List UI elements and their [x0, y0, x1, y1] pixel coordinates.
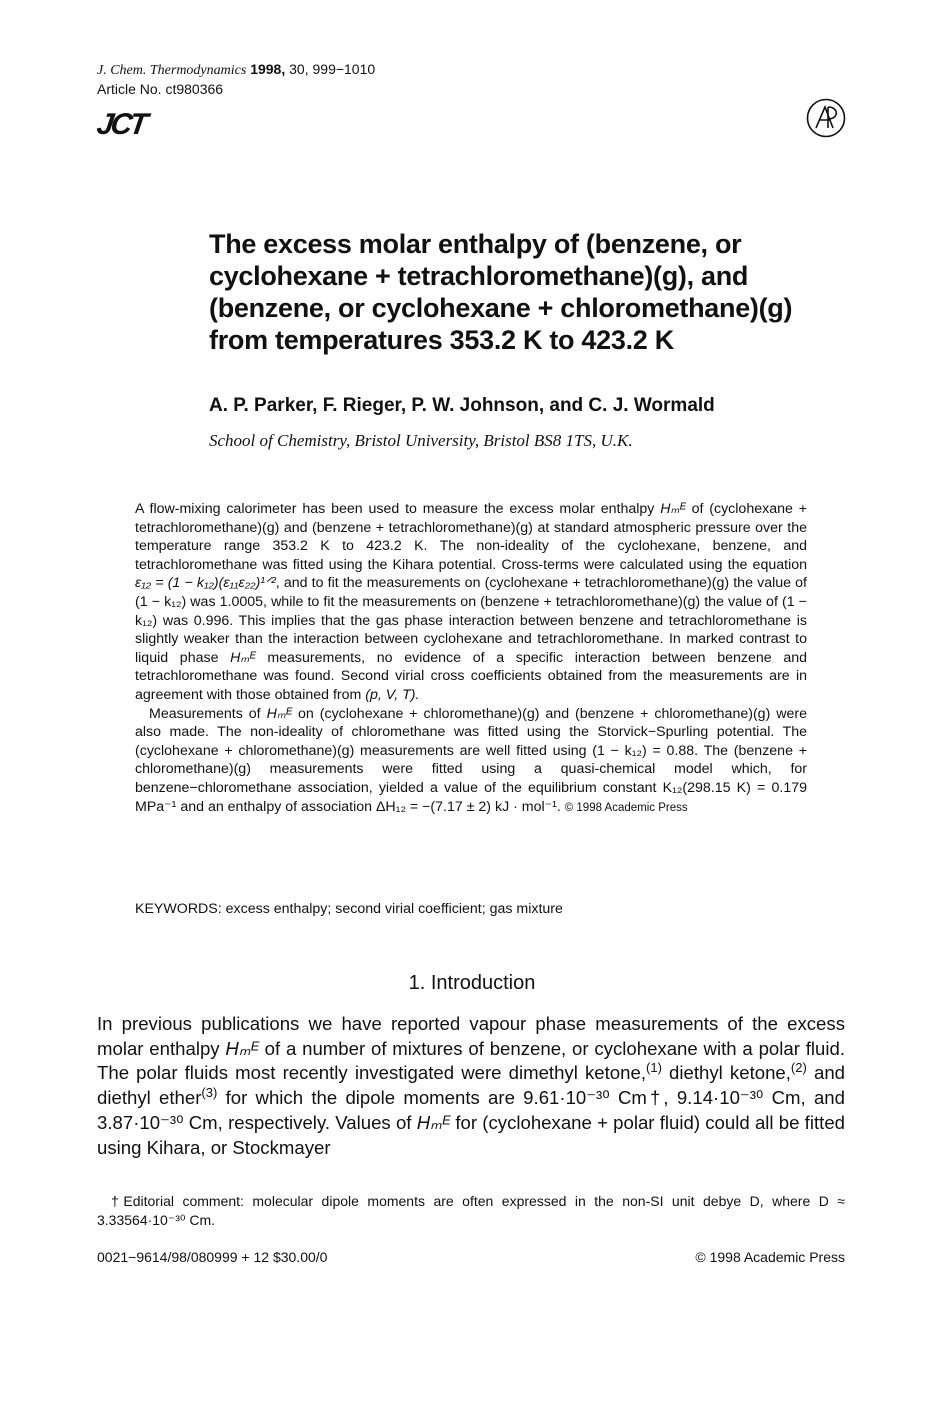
journal-pages: 30, 999−1010	[285, 61, 376, 77]
symbol-hme: Hₘᴱ	[230, 649, 256, 666]
reference-3[interactable]: (3)	[201, 1084, 218, 1100]
symbol-hme: Hₘᴱ	[225, 1037, 259, 1059]
abstract-paragraph-2	[135, 705, 807, 818]
jct-logo: JCT	[94, 108, 148, 141]
article-title: The excess molar enthalpy of (benzene, or cyclohexane + tetrachloromethane)(g), and (benzene, or cyclohexane + chloromethane)(g) from temperatures 353.2 K to 423.2 K	[209, 229, 793, 355]
intro-text: of a number of mixtures of benzene, or cyclohexane with a polar fluid. The polar fluids most recently investigated were dimethyl ketone,	[97, 1037, 846, 1084]
author-list: A. P. Parker, F. Rieger, P. W. Johnson, and C. J. Wormald	[209, 395, 715, 416]
intro-text: diethyl ketone,	[661, 1062, 791, 1084]
abstract-copyright: © 1998 Academic Press	[564, 801, 688, 814]
abstract-text: measurements, no evidence of a specific interaction between benzene and tetrachloromethane was found. Second virial cross coefficients obtained from the measurements are in agreement with those obtained from	[135, 649, 807, 703]
ap-monogram-icon	[806, 98, 846, 138]
abstract-text: of (cyclohexane + tetrachloromethane)(g) and (benzene + tetrachloromethane)(g) at standard atmospheric pressure over the temperature range 353.2 K to 423.2 K. The non-ideality of the cyclohexane, benzene, and tetrachloromethane was fitted using the Kihara potential. Cross-terms were calculated using the equation	[135, 501, 807, 573]
equation-epsilon: ε₁₂ = (1 − k₁₂)(ε₁₁ε₂₂)¹ᐟ²	[135, 575, 276, 592]
abstract-text: Measurements of	[149, 705, 267, 722]
abstract	[135, 500, 807, 817]
keywords: KEYWORDS: excess enthalpy; second virial coefficient; gas mixture	[135, 901, 563, 917]
journal-year: 1998,	[250, 61, 286, 77]
intro-text: for which the dipole moments are 9.61·10⁻³⁰ Cm†, 9.14·10⁻³⁰ Cm, and 3.87·10⁻³⁰ Cm, respectively. Values of	[97, 1087, 845, 1133]
pvt-symbol: (p, V, T).	[365, 686, 420, 703]
symbol-hme: Hₘᴱ	[266, 705, 293, 722]
intro-text: for (cyclohexane + polar fluid) could all be fitted using Kihara, or Stockmayer	[97, 1111, 845, 1158]
editorial-footnote: †Editorial comment: molecular dipole moments are often expressed in the non-SI unit debye D, where D ≈ 3.33564·10⁻³⁰ Cm.	[97, 1193, 845, 1228]
symbol-hme: Hₘᴱ	[416, 1111, 451, 1133]
footer-copyright: © 1998 Academic Press	[695, 1249, 845, 1265]
abstract-text: , and to fit the measurements on (cyclohexane + tetrachloromethane)(g) the value of (1 − k₁₂) was 1.0005, while to fit the measurements on (benzene + tetrachloromethane)(g) the value of (1 − k₁₂) was 0.996. This implies that the gas phase interaction between benzene and tetrachloromethane is slightly weaker than the interaction between cyclohexane and tetrachloromethane. In marked contrast to liquid phase	[135, 575, 807, 666]
intro-text: In previous publications we have reported vapour phase measurements of the excess molar enthalpy	[97, 1013, 845, 1059]
reference-2[interactable]: (2)	[790, 1060, 807, 1076]
journal-line	[97, 60, 375, 80]
section-heading: 1. Introduction	[408, 972, 536, 994]
journal-citation	[97, 60, 375, 99]
journal-name: J. Chem. Thermodynamics	[97, 63, 247, 78]
abstract-text: on (cyclohexane + chloromethane)(g) and (benzene + chloromethane)(g) were also made. The non-ideality of chloromethane was fitted using the Storvick−Spurling potential. The (cyclohexane + chloromethane)(g) measurements are well fitted using (1 − k₁₂) = 0.88. The (benzene + chloromethane)(g) measurements were fitted using a quasi-chemical model which, for benzene−chloromethane association, yielded a value of the equilibrium constant K₁₂(298.15 K) = 0.179 MPa⁻¹ and an enthalpy of association ΔH₁₂ = −(7.17 ± 2) kJ · mol⁻¹.	[135, 705, 807, 815]
introduction-paragraph	[97, 1012, 845, 1160]
reference-1[interactable]: (1)	[646, 1060, 662, 1076]
symbol-hme: Hₘᴱ	[660, 501, 686, 517]
issn-code: 0021−9614/98/080999 + 12 $30.00/0	[97, 1249, 328, 1265]
article-number: Article No. ct980366	[97, 81, 224, 97]
intro-text: and diethyl ether	[97, 1062, 845, 1109]
abstract-text: A flow-mixing calorimeter has been used to measure the excess molar enthalpy	[135, 501, 661, 517]
author-affiliation: School of Chemistry, Bristol University, Bristol BS8 1TS, U.K.	[209, 431, 633, 450]
abstract-paragraph-1	[135, 500, 807, 705]
